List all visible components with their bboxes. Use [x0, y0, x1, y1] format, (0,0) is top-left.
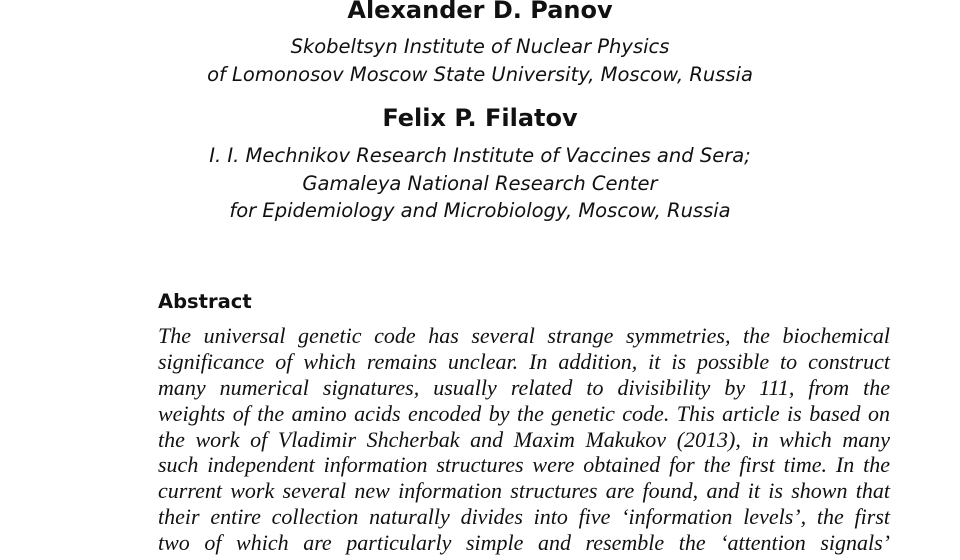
affiliation-line: Gamaleya National Research Center [302, 171, 658, 195]
affiliation-line: I. I. Mechnikov Research Institute of Vaccines and Sera; [209, 144, 751, 167]
abstract-line: many numerical signatures, usually related to divisibility by 111, from the [158, 374, 890, 400]
affiliation-line: Skobeltsyn Institute of Nuclear Physics [290, 35, 670, 58]
affiliation-line: of Lomonosov Moscow State University, Moscow, Russia [207, 62, 753, 86]
abstract-line: weights of the amino acids encoded by the genetic code. This article is based on [158, 400, 890, 426]
affiliation-line: for Epidemiology and Microbiology, Moscow, Russia [229, 199, 731, 223]
abstract-line: the work of Vladimir Shcherbak and Maxim Makukov (2013), in which many [158, 426, 890, 452]
author-name-1: Alexander D. Panov [347, 0, 613, 24]
author-affiliation-2 [0, 142, 960, 225]
abstract-line: significance of which remains unclear. In addition, it is possible to construct [158, 348, 890, 374]
abstract-line: The universal genetic code has several strange symmetries, the biochemical [158, 323, 890, 348]
author-name-2: Felix P. Filatov [382, 104, 578, 132]
abstract-line: current work several new information structures are found, and it is shown that [158, 478, 890, 504]
abstract-heading: Abstract [158, 290, 252, 313]
abstract-line: two of which are particularly simple and resemble the ‘attention signals’ [158, 530, 890, 556]
abstract-line: such independent information structures were obtained for the first time. In the [158, 452, 890, 478]
author-affiliation-1 [0, 33, 960, 88]
abstract-line: their entire collection naturally divides into five ‘information levels’, the first [158, 504, 890, 530]
abstract-body [158, 323, 890, 556]
